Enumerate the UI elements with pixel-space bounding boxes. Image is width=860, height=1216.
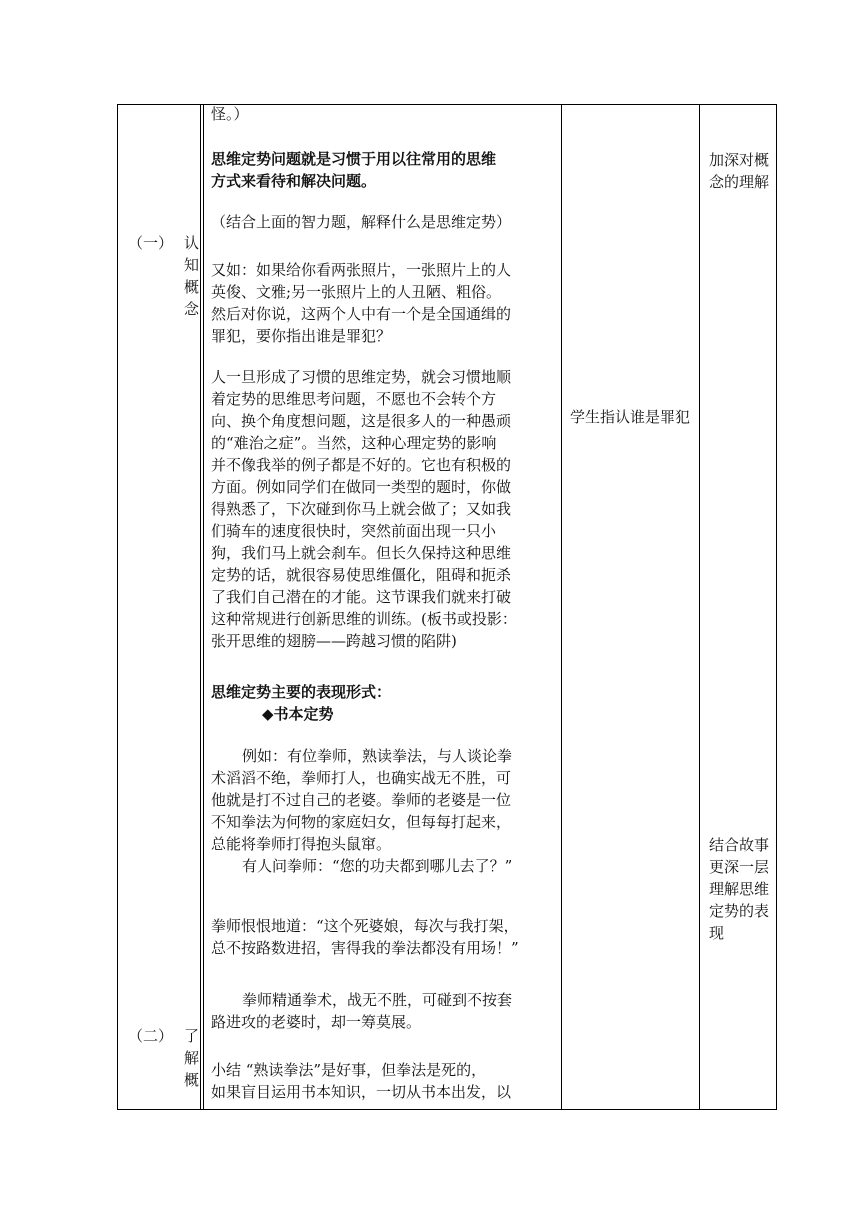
text-line: 怪。）	[211, 105, 249, 123]
table-divider	[561, 104, 562, 1110]
text-line: 得熟悉了，下次碰到你马上就会做了；又如我	[211, 500, 512, 518]
text-line: 他就是打不过自己的老婆。拳师的老婆是一位	[211, 791, 512, 809]
bullet-heading: ◆书本定势	[262, 705, 334, 723]
text-line: 罪犯，要你指出谁是罪犯？	[211, 327, 392, 345]
text-line: 们骑车的速度很快时，突然前面出现一只小	[211, 522, 497, 540]
text-line: 拳师恨恨地道：“这个死婆娘，每次与我打架，	[211, 917, 519, 935]
text-line: （结合上面的智力题，解释什么是思维定势）	[211, 213, 512, 231]
section-number: （一）	[128, 234, 174, 252]
text-line: 这种常规进行创新思维的训练。(板书或投影：	[211, 610, 517, 628]
bold-line: 方式来看待和解决问题。	[211, 172, 377, 190]
text-line: 然后对你说，这两个人中有一个是全国通缉的	[211, 305, 512, 323]
text-line: 英俊、文雅;另一张照片上的人丑陋、粗俗。	[211, 283, 502, 301]
text-line: 术滔滔不绝，拳师打人，也确实战无不胜，可	[211, 769, 512, 787]
section-chars: 了解概	[184, 1027, 200, 1089]
design-note: 结合故事更深一层理解思维定势的表现	[709, 836, 770, 942]
text-line: 向、换个角度想问题，这是很多人的一种愚顽	[211, 412, 512, 430]
bold-line: 思维定势问题就是习惯于用以往常用的思维	[211, 150, 497, 168]
text-line: 的“难治之症”。当然，这种心理定势的影响	[211, 434, 497, 452]
text-line: 着定势的思维思考问题，不愿也不会转个方	[211, 390, 497, 408]
section-chars: 认知概念	[184, 234, 200, 318]
text-line: 人一旦形成了习惯的思维定势，就会习惯地顺	[211, 368, 512, 386]
text-line: 小结 “熟读拳法”是好事，但拳法是死的，	[211, 1061, 487, 1079]
bold-heading: 思维定势主要的表现形式：	[211, 683, 392, 701]
text-line: 有人问拳师：“您的功夫都到哪儿去了？”	[242, 857, 513, 875]
text-line: 拳师精通拳术，战无不胜，可碰到不按套	[242, 991, 513, 1009]
text-line: 又如：如果给你看两张照片，一张照片上的人	[211, 261, 512, 279]
text-line: 例如：有位拳师，熟读拳法，与人谈论拳	[242, 747, 513, 765]
text-line: 总不按路数进招，害得我的拳法都没有用场！”	[211, 939, 519, 957]
table-divider	[203, 104, 204, 1110]
text-line: 总能将拳师打得抱头鼠窜。	[211, 835, 392, 853]
section-number: （二）	[128, 1027, 174, 1045]
text-line: 如果盲目运用书本知识，一切从书本出发，以	[211, 1083, 512, 1101]
text-line: 了我们自己潜在的才能。这节课我们就来打破	[211, 588, 512, 606]
text-line: 方面。例如同学们在做同一类型的题时，你做	[211, 478, 512, 496]
text-line: 并不像我举的例子都是不好的。它也有积极的	[211, 456, 512, 474]
table-divider	[699, 104, 700, 1110]
text-line: 路进攻的老婆时，却一筹莫展。	[211, 1013, 422, 1031]
student-activity: 学生指认谁是罪犯	[570, 408, 691, 426]
design-note: 加深对概念的理解	[709, 151, 770, 191]
text-line: 张开思维的翅膀——跨越习惯的陷阱)	[211, 632, 457, 650]
text-line: 定势的话，就很容易使思维僵化，阻碍和扼杀	[211, 566, 512, 584]
text-line: 不知拳法为何物的家庭妇女，但每每打起来，	[211, 813, 512, 831]
text-line: 狗，我们马上就会刹车。但长久保持这种思维	[211, 544, 512, 562]
